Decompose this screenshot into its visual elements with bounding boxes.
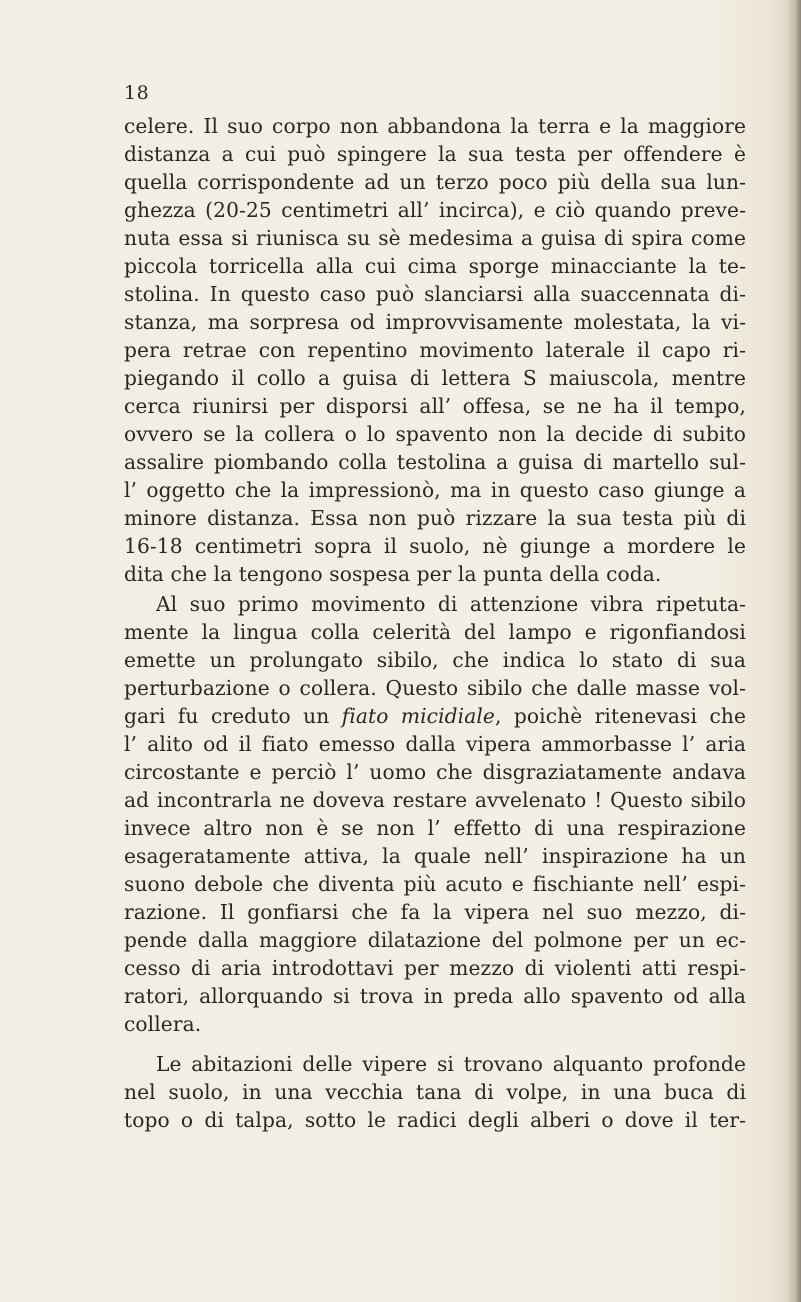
text-line: gari fu creduto un fiato micidiale, poichè ritenevasi che <box>124 704 746 728</box>
text-line: mente la lingua colla celerità del lampo e rigonfiandosi <box>124 620 746 644</box>
text-line: esageratamente attiva, la quale nell’ inspirazione ha un <box>124 844 746 868</box>
text-line: dita che la tengono sospesa per la punta della coda. <box>124 562 662 586</box>
page-edge-shadow <box>787 0 801 1302</box>
text-line: stolina. In questo caso può slanciarsi alla suaccennata di- <box>124 282 746 306</box>
text-line: invece altro non è se non l’ effetto di una respirazione <box>124 816 746 840</box>
text-line: l’ oggetto che la impressionò, ma in questo caso giunge a <box>124 478 746 502</box>
text-line: cerca riunirsi per disporsi all’ offesa, se ne ha il tempo, <box>124 394 746 418</box>
text-line: emette un prolungato sibilo, che indica lo stato di sua <box>124 648 746 672</box>
text-line: nuta essa si riunisca su sè medesima a guisa di spira come <box>124 226 746 250</box>
text-line: 16-18 centimetri sopra il suolo, nè giunge a mordere le <box>124 534 746 558</box>
text-line: perturbazione o collera. Questo sibilo che dalle masse vol- <box>124 676 746 700</box>
text-line: pende dalla maggiore dilatazione del polmone per un ec- <box>124 928 746 952</box>
text-line: suono debole che diventa più acuto e fischiante nell’ espi- <box>124 872 746 896</box>
text-line: Al suo primo movimento di attenzione vibra ripetuta- <box>156 592 746 616</box>
text-line: nel suolo, in una vecchia tana di volpe, in una buca di <box>124 1080 746 1104</box>
text-line: piegando il collo a guisa di lettera S maiuscola, mentre <box>124 366 746 390</box>
italic-phrase: fiato micidiale <box>341 704 495 728</box>
text-line: quella corrispondente ad un terzo poco più della sua lun- <box>124 170 746 194</box>
text-line: ratori, allorquando si trova in preda allo spavento od alla <box>124 984 746 1008</box>
text-line: circostante e perciò l’ uomo che disgraziatamente andava <box>124 760 746 784</box>
text-line: pera retrae con repentino movimento laterale il capo ri- <box>124 338 746 362</box>
text-line: distanza a cui può spingere la sua testa per offendere è <box>124 142 746 166</box>
text-line: ovvero se la collera o lo spavento non la decide di subito <box>124 422 746 446</box>
text-line: cesso di aria introdottavi per mezzo di violenti atti respi- <box>124 956 746 980</box>
text-line: topo o di talpa, sotto le radici degli alberi o dove il ter- <box>124 1108 746 1132</box>
text-line: ad incontrarla ne doveva restare avvelenato ! Questo sibilo <box>124 788 746 812</box>
text-line: celere. Il suo corpo non abbandona la terra e la maggiore <box>124 114 746 138</box>
text-line: minore distanza. Essa non può rizzare la sua testa più di <box>124 506 746 530</box>
text-line: assalire piombando colla testolina a guisa di martello sul- <box>124 450 746 474</box>
text-line: stanza, ma sorpresa od improvvisamente molestata, la vi- <box>124 310 746 334</box>
text-line: collera. <box>124 1012 202 1036</box>
text-line: ghezza (20-25 centimetri all’ incirca), e ciò quando preve- <box>124 198 746 222</box>
text-line: l’ alito od il fiato emesso dalla vipera ammorbasse l’ aria <box>124 732 746 756</box>
text-line: Le abitazioni delle vipere si trovano alquanto profonde <box>156 1052 746 1076</box>
text-line: piccola torricella alla cui cima sporge minacciante la te- <box>124 254 746 278</box>
page-number: 18 <box>124 82 150 104</box>
text-line: razione. Il gonfiarsi che fa la vipera nel suo mezzo, di- <box>124 900 746 924</box>
